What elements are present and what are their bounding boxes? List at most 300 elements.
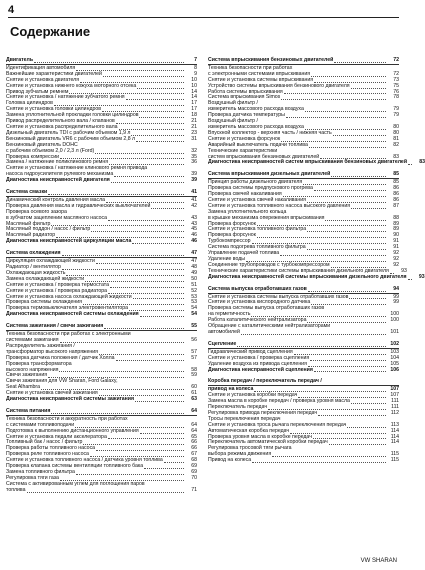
toc-page-number: 42 <box>191 202 197 209</box>
dot-leader <box>408 279 412 280</box>
toc-page-number: 53 <box>191 293 197 300</box>
dot-leader <box>281 99 386 100</box>
dot-leader <box>307 249 386 250</box>
toc-entry-title: Свечи зажигания для VW Sharan, Ford Galaxy, <box>6 378 118 385</box>
dot-leader <box>83 444 184 445</box>
dot-leader <box>241 334 386 335</box>
toc-entry-title: Проверка форсунок <box>208 232 256 239</box>
toc-page-number: 114 <box>390 433 399 440</box>
toc-entry-title: Воздушный фильтр / <box>208 100 258 107</box>
toc-page-number: 104 <box>390 354 399 361</box>
toc-page-number: 56 <box>191 336 197 343</box>
toc-page-number: 64 <box>191 421 197 428</box>
toc-page-number: 100 <box>390 317 399 324</box>
dot-leader <box>144 468 184 469</box>
toc-entry-title: привод на колеса <box>208 386 254 393</box>
toc-page-number: 72 <box>393 70 399 77</box>
dot-leader <box>325 220 386 221</box>
toc-page-number: 99 <box>393 299 399 306</box>
toc-page-number: 32 <box>191 147 197 154</box>
toc-entry-title: Снятие и установка / проверка сцепления <box>208 354 310 361</box>
dot-leader <box>309 147 386 148</box>
toc-page-number: 59 <box>191 372 197 379</box>
toc-entry-title: Проверка термовыключателя электровентилятора <box>6 305 129 312</box>
toc-entry-title: высокого напряжения <box>6 366 59 373</box>
header-rule <box>8 17 399 18</box>
toc-entry-title: Радиатор / вентилятор <box>6 264 61 270</box>
toc-entry[interactable] <box>208 330 399 336</box>
toc-entry-title: Привод распределительного вала / клапанов <box>6 118 115 125</box>
toc-page-number: 89 <box>393 226 399 233</box>
toc-page-number: 100 <box>390 311 399 318</box>
toc-entry-title: Переключатель автоматической коробки передач <box>208 439 328 446</box>
dot-leader <box>131 135 184 136</box>
toc-page-number: 106 <box>390 366 399 373</box>
toc-entry-title: Охлаждающая жидкость <box>6 269 66 276</box>
toc-page-number: 83 <box>393 153 399 160</box>
toc-page-number: 17 <box>191 100 197 107</box>
toc-entry-title: измеритель массового расхода воздуха <box>208 106 304 113</box>
toc-page-number: 69 <box>191 469 197 475</box>
toc-entry[interactable] <box>208 458 399 464</box>
toc-page-number: 113 <box>390 421 399 428</box>
dot-leader <box>95 153 184 154</box>
toc-page-number: 21 <box>191 118 197 125</box>
toc-page-number: 78 <box>393 94 399 101</box>
toc-entry-title: Идентификация автомобиля <box>6 64 76 71</box>
toc-page-number: 76 <box>393 88 399 95</box>
toc-page-number: 47 <box>191 250 197 257</box>
toc-entry-title: Система зажигания / свечи зажигания <box>6 323 104 330</box>
toc-entry[interactable] <box>6 312 197 318</box>
dot-leader <box>96 263 184 264</box>
toc-page-number: 86 <box>393 196 399 203</box>
dot-leader <box>96 450 184 451</box>
toc-entry-title: Технические характеристики системы впрыскивания дизельного двигателя <box>208 267 389 274</box>
toc-entry-title: Снятие и установка головки цилиндров <box>6 106 102 113</box>
toc-entry-title: Снятие и установка свечей накаливания <box>208 196 306 203</box>
toc-entry-title: Соединение трубопроводов с турбокомпрессором <box>208 261 330 268</box>
toc-page-number: 73 <box>393 76 399 83</box>
dot-leader <box>314 190 386 191</box>
toc-entry-title: Техника безопасности при работах с электронными <box>6 331 131 338</box>
toc-entry-title: Система с активированным углем для поглощения паров <box>6 480 145 487</box>
dot-leader <box>108 438 184 439</box>
toc-entry-title: Привод на колеса <box>208 457 252 464</box>
toc-entry-title: Технические характеристики <box>208 147 278 154</box>
toc-page-number: 53 <box>191 299 197 306</box>
toc-section-heading[interactable] <box>6 409 197 416</box>
toc-entry-title: Масляный поддон / насос / фильтр <box>6 226 91 233</box>
toc-entry-title: Система впрыскивания бензиновых двигателей <box>208 57 334 63</box>
toc-entry-title: Диагностика неисправностей систем впрыскивания бензиновых двигателей <box>208 159 408 166</box>
toc-page-number: 17 <box>191 106 197 113</box>
toc-page-number: 60 <box>191 384 197 391</box>
toc-entry-title: Диагностика неисправностей циркуляции масла <box>6 238 132 245</box>
dot-leader <box>305 111 386 112</box>
toc-entry-title: Замена уплотнительной прокладки головки цилиндров <box>6 112 139 119</box>
dot-leader <box>51 413 184 414</box>
toc-entry-title: трансформатор высокого напряжения <box>6 348 98 355</box>
toc-entry-title: Работа системы впрыскивания <box>208 88 283 95</box>
toc-page-number: 115 <box>390 457 399 464</box>
dot-leader <box>110 287 184 288</box>
dot-leader <box>126 99 184 100</box>
toc-page-number: 90 <box>393 232 399 239</box>
toc-entry-title: Замена / натяжение поликлинового ремня <box>6 159 109 166</box>
toc-page-number: 81 <box>393 135 399 142</box>
toc-page-number: 79 <box>393 112 399 119</box>
toc-entry-title: Проверка компрессии <box>6 153 60 160</box>
toc-section-heading[interactable] <box>6 58 197 65</box>
toc-page-number: 99 <box>393 293 399 300</box>
toc-entry-title: Устройство системы впрыскивания бензинового двигателя <box>208 82 350 89</box>
toc-page-number: 49 <box>191 269 197 276</box>
toc-entry[interactable] <box>6 178 197 184</box>
brand-footer: VW SHARAN <box>360 558 397 564</box>
dot-leader <box>34 62 184 63</box>
dot-leader <box>303 184 386 185</box>
dot-leader <box>331 176 386 177</box>
toc-entry-title: насоса гидроусилителя рулевого механизма <box>6 171 114 178</box>
toc-page-number: 43 <box>191 220 197 227</box>
toc-page-number: 65 <box>191 433 197 440</box>
toc-entry-title: Снятие и установка топливного насоса высокого давления <box>208 202 351 209</box>
toc-right-column <box>208 57 425 470</box>
toc-entry-title: Проверка трансформатора <box>6 360 72 367</box>
toc-page-number: 57 <box>191 348 197 355</box>
toc-entry-title: Снятие и установка / натяжение клинового ремня привода <box>6 165 148 172</box>
toc-page-number: 51 <box>191 281 197 288</box>
toc-page-number: 83 <box>419 159 425 166</box>
toc-page-number: 10 <box>191 82 197 89</box>
toc-entry-title: Головка цилиндров <box>6 100 53 107</box>
toc-entry-title: Проверка клапана системы вентиляции топливного бака <box>6 463 144 470</box>
dot-leader <box>116 360 185 361</box>
toc-entry-title: Свечи зажигания <box>6 372 48 379</box>
toc-entry-title: Распределитель зажигания / <box>6 342 75 349</box>
toc-entry-title: Снятие и установка / натяжение зубчатого ремня <box>6 94 125 101</box>
toc-entry-title: Проверка давления масла и гидравлических выключателей <box>6 202 151 209</box>
toc-entry-title: Снятие и установка распределительного вала <box>6 123 118 130</box>
toc-entry[interactable] <box>6 397 197 403</box>
dot-leader <box>351 403 386 404</box>
toc-entry-title: в крышке механизма опережения впрыскивания <box>208 214 325 221</box>
toc-entry-title: автомобилей <box>208 328 240 335</box>
toc-page-number: 47 <box>191 258 197 265</box>
toc-entry-title: Проверка датчика температуры <box>208 112 285 119</box>
toc-page-number: 61 <box>191 390 197 397</box>
toc-page-number: 52 <box>191 287 197 294</box>
toc-page-number: 115 <box>390 451 399 458</box>
toc-page-number: 80 <box>393 123 399 130</box>
toc-section <box>6 409 197 494</box>
toc-page-number: 57 <box>191 354 197 361</box>
toc-section <box>208 171 425 280</box>
toc-page-number: 7 <box>194 57 197 63</box>
toc-page-number: 92 <box>393 261 399 268</box>
toc-entry-title: Проверка свечей накаливания <box>208 191 282 198</box>
toc-page-number: 92 <box>393 256 399 262</box>
toc-entry-title: на герметичность <box>208 311 251 318</box>
toc-entry-title: Привод зубчатым ремнем <box>6 88 69 95</box>
toc-entry-title: Система впрыскивания Simos <box>208 94 281 101</box>
toc-page-number: 45 <box>191 226 197 233</box>
toc-page-number: 50 <box>191 275 197 282</box>
dot-leader <box>280 255 386 256</box>
toc-page-number: 111 <box>391 404 399 411</box>
toc-page-number: 72 <box>393 57 399 63</box>
toc-section-heading[interactable] <box>6 324 197 331</box>
toc-entry-title: Турбокомпрессор <box>208 238 251 245</box>
toc-page-number: 69 <box>191 463 197 470</box>
toc-entry-title: Двигатель <box>6 57 34 63</box>
toc-entry-title: Удаление воды <box>208 256 246 262</box>
dot-leader <box>136 141 184 142</box>
toc-page-number: 93 <box>418 273 425 280</box>
dot-leader <box>314 371 386 372</box>
toc-page-number: 114 <box>390 427 399 434</box>
toc-section-heading[interactable] <box>208 342 399 349</box>
toc-page-number: 43 <box>191 214 197 221</box>
toc-entry-title: Работа каталитического нейтрализатора <box>208 317 307 324</box>
dot-leader <box>103 76 184 77</box>
toc-page-number: 31 <box>191 135 197 142</box>
toc-page-number: 14 <box>191 94 197 101</box>
toc-page-number: 91 <box>393 244 399 251</box>
toc-page-number: 39 <box>191 177 197 184</box>
toc-entry-title: Снятие и установка системы впрыскивания <box>208 76 314 83</box>
toc-page-number: 79 <box>393 106 399 113</box>
toc-page-number: 105 <box>390 360 399 367</box>
toc-section <box>6 251 197 318</box>
dot-leader <box>272 456 386 457</box>
dot-leader <box>308 366 386 367</box>
toc-page-number: 63 <box>191 396 197 403</box>
toc-page-number: 102 <box>390 340 399 347</box>
toc-entry-title: Снятие и установка педали акселератора <box>6 433 107 440</box>
toc-entry-title: Проверка датчика положения / датчик Холла <box>6 354 115 361</box>
toc-entry-title: Воздушный фильтр / <box>208 118 258 125</box>
dot-leader <box>114 176 184 177</box>
toc-page-number: 54 <box>191 305 197 312</box>
toc-entry-title: Система охлаждения <box>6 250 61 257</box>
toc-entry-title: в зубчатом зацеплении масляного насоса <box>6 214 108 221</box>
toc-page-number: 103 <box>390 348 399 355</box>
toc-page-number: 91 <box>393 238 399 245</box>
toc-entry-title: Диагностика неисправностей системы охлаждения <box>6 311 139 318</box>
dot-leader <box>349 298 386 299</box>
toc-page-number: 35 <box>191 153 197 160</box>
toc-entry-title: Система подогрева топливного фильтра <box>208 244 306 251</box>
toc-page-number: 85 <box>393 171 399 178</box>
toc-entry-title: Автоматическая коробка передач <box>208 427 290 434</box>
dot-leader <box>76 474 184 475</box>
toc-page-number: 71 <box>191 486 197 493</box>
dot-leader <box>164 462 184 463</box>
dot-leader <box>334 62 386 63</box>
toc-entry-title: Дизельный двигатель TDI с рабочим объемом 1,9 л <box>6 129 131 136</box>
dot-leader <box>333 135 386 136</box>
dot-leader <box>310 360 386 361</box>
dot-leader <box>308 291 386 292</box>
dot-leader <box>62 269 184 270</box>
toc-entry-title: Гидравлический привод сцепления <box>208 348 293 355</box>
toc-section-heading[interactable] <box>208 379 399 386</box>
toc-page-number: 48 <box>191 264 197 270</box>
toc-section <box>208 287 399 336</box>
toc-page-number: 112 <box>390 409 399 416</box>
dot-leader <box>311 76 386 77</box>
toc-entry-title: Коробка передач / переключатель передач / <box>208 378 322 385</box>
toc-entry-title: Впускной коллектор - верхняя часть / нижняя часть <box>208 129 332 136</box>
toc-entry-title: Регулировка тросовой тяги рычага <box>208 445 292 452</box>
toc-page-number: 67 <box>191 451 197 458</box>
toc-entry-title: Замена масла в коробке передач / проверка уровня масла <box>208 398 350 405</box>
dot-leader <box>111 182 184 183</box>
toc-page-number: 86 <box>393 191 399 198</box>
dot-leader <box>318 415 386 416</box>
dot-leader <box>137 88 184 89</box>
dot-leader <box>116 123 184 124</box>
dot-leader <box>140 316 184 317</box>
toc-page-number: 36 <box>191 159 197 166</box>
toc-entry-title: Техника безопасности при работах <box>208 64 293 71</box>
toc-entry[interactable] <box>208 368 399 374</box>
toc-entry-title: Диагностика неисправностей сцепления <box>208 366 313 373</box>
dot-leader <box>59 371 184 372</box>
toc-entry-title: Снятие и установка / проверка радиатора <box>6 287 107 294</box>
toc-page-number: 88 <box>393 214 399 221</box>
toc-page-number: 85 <box>393 179 399 186</box>
dot-leader <box>132 243 184 244</box>
toc-entry[interactable] <box>208 159 425 166</box>
dot-leader <box>307 231 386 232</box>
toc-entry-title: Техника безопасности и аккуратность при работах <box>6 415 128 422</box>
toc-page-number: 101 <box>390 328 399 335</box>
toc-entry-title: Масляный фильтр <box>6 220 51 227</box>
dot-leader <box>133 298 184 299</box>
toc-entry-title: Проверка системы выпуска отработавших газов <box>208 305 325 312</box>
toc-entry-title: с электронными системами впрыскивания <box>208 70 311 77</box>
toc-entry-title: Снятие и установка системы выпуска отработавших газов <box>208 293 349 300</box>
toc-entry-title: Бензиновый двигатель DOHC <box>6 141 78 148</box>
toc-entry[interactable] <box>208 273 425 281</box>
toc-entry-title: Обращение с каталитическими нейтрализаторами <box>208 323 331 330</box>
toc-entry[interactable] <box>6 239 197 245</box>
dot-leader <box>48 194 184 195</box>
toc-page-number: 58 <box>191 366 197 373</box>
toc-page-number: 66 <box>191 445 197 452</box>
toc-entry-title: Seat Alhambra <box>6 384 41 391</box>
dot-leader <box>257 237 386 238</box>
toc-page-number: 107 <box>390 392 399 399</box>
toc-entry-title: Снятие и установка насоса охлаждающей жидкости <box>6 293 132 300</box>
dot-leader <box>252 462 386 463</box>
toc-entry-title: Проверка системы охлаждения <box>6 299 82 306</box>
toc-entry-title: Проверка работы топливного насоса <box>6 445 96 452</box>
toc-section <box>6 324 197 403</box>
page-number: 4 <box>8 4 15 16</box>
dot-leader <box>286 117 386 118</box>
toc-entry-title: Динамический контроль давления масла <box>6 196 106 203</box>
toc-entry-title: Проверка реле топливного насоса <box>6 451 89 458</box>
toc-entry-title: Система выпуска отработавших газов <box>208 285 307 292</box>
dot-leader <box>108 220 184 221</box>
toc-entry-title: Масляный радиатор <box>6 232 56 239</box>
toc-page-number: 75 <box>393 82 399 89</box>
toc-page-number: 64 <box>191 407 197 414</box>
toc-page-number: 94 <box>393 285 399 292</box>
toc-page-number: 8 <box>194 64 197 71</box>
toc-entry-title: Система смазки <box>6 189 48 196</box>
toc-entry-title: Снятие и установка кислородного датчика <box>208 299 311 306</box>
toc-entry-title: топлива <box>6 486 26 493</box>
toc-entry-title: Принцип работы дизельного двигателя <box>208 179 303 186</box>
toc-entry-title: Циркуляция охлаждающей жидкости <box>6 258 95 265</box>
toc-section-heading[interactable] <box>208 287 399 294</box>
toc-section <box>208 379 399 464</box>
dot-leader <box>347 427 386 428</box>
dot-leader <box>27 492 184 493</box>
toc-page-number: 9 <box>194 70 197 77</box>
toc-left-column <box>6 58 197 500</box>
toc-page-number: 14 <box>191 88 197 95</box>
toc-entry-title: Управление подачей топлива <box>208 250 280 257</box>
toc-page-number: 39 <box>191 171 197 178</box>
dot-leader <box>91 231 184 232</box>
toc-entry-title: Сцепление <box>208 340 237 347</box>
toc-entry-title: Снятие и установка топливного насоса / датчика уровня топлива <box>6 457 163 464</box>
toc-entry-title: Тросы переключения передач <box>208 415 281 422</box>
toc-entry-title: Снятие и установка топливного фильтра <box>208 226 307 233</box>
toc-entry-title: Снятие и установка форсунок <box>208 135 281 142</box>
toc-entry-title: Проверка форсунок <box>208 220 256 227</box>
toc-entry[interactable] <box>6 488 197 494</box>
toc-section-heading[interactable] <box>208 58 399 65</box>
toc-entry-title: Система питания <box>6 407 51 414</box>
toc-page-number: 41 <box>191 196 197 203</box>
toc-entry-title: с системами топливоподачи <box>6 421 75 428</box>
toc-page-number: 89 <box>393 220 399 227</box>
toc-page-number: 21 <box>191 123 197 130</box>
toc-entry-title: измеритель массового расхода воздуха <box>208 123 304 130</box>
toc-page-number: 23 <box>191 129 197 136</box>
dot-leader <box>66 275 184 276</box>
dot-leader <box>140 433 184 434</box>
page-title: Содержание <box>10 24 91 39</box>
toc-entry-title: Замена охлаждающей жидкости <box>6 275 85 282</box>
toc-entry-title: Снятие и установка свечей зажигания <box>6 390 98 397</box>
toc-entry-title: Удаление воздуха из привода сцепления <box>208 360 307 367</box>
toc-page-number: 46 <box>191 232 197 239</box>
toc-section-heading[interactable] <box>6 190 197 197</box>
toc-entry-title: системами зажигания <box>6 336 59 343</box>
toc-entry-title: Диагностика неисправностей двигателя <box>6 177 110 184</box>
toc-entry-title: Бензиновый двигатель VR6 с рабочим объемом 2,8 л <box>6 135 136 142</box>
toc-section-heading[interactable] <box>208 172 399 179</box>
toc-entry-title: Аварийный выключатель подачи топлива <box>208 141 308 148</box>
dot-leader <box>329 444 386 445</box>
toc-section <box>6 190 197 245</box>
toc-entry-title: Проверка системы предпускового прогрева <box>208 185 313 192</box>
toc-entry-title: Снятие и установка / проверка термостата <box>6 281 109 288</box>
toc-entry-title: Переключатель передач <box>208 404 268 411</box>
toc-section <box>6 58 197 184</box>
toc-entry-title: Система впрыскивания дизельных двигателей <box>208 171 331 178</box>
dot-leader <box>62 255 184 256</box>
toc-section <box>208 57 425 166</box>
